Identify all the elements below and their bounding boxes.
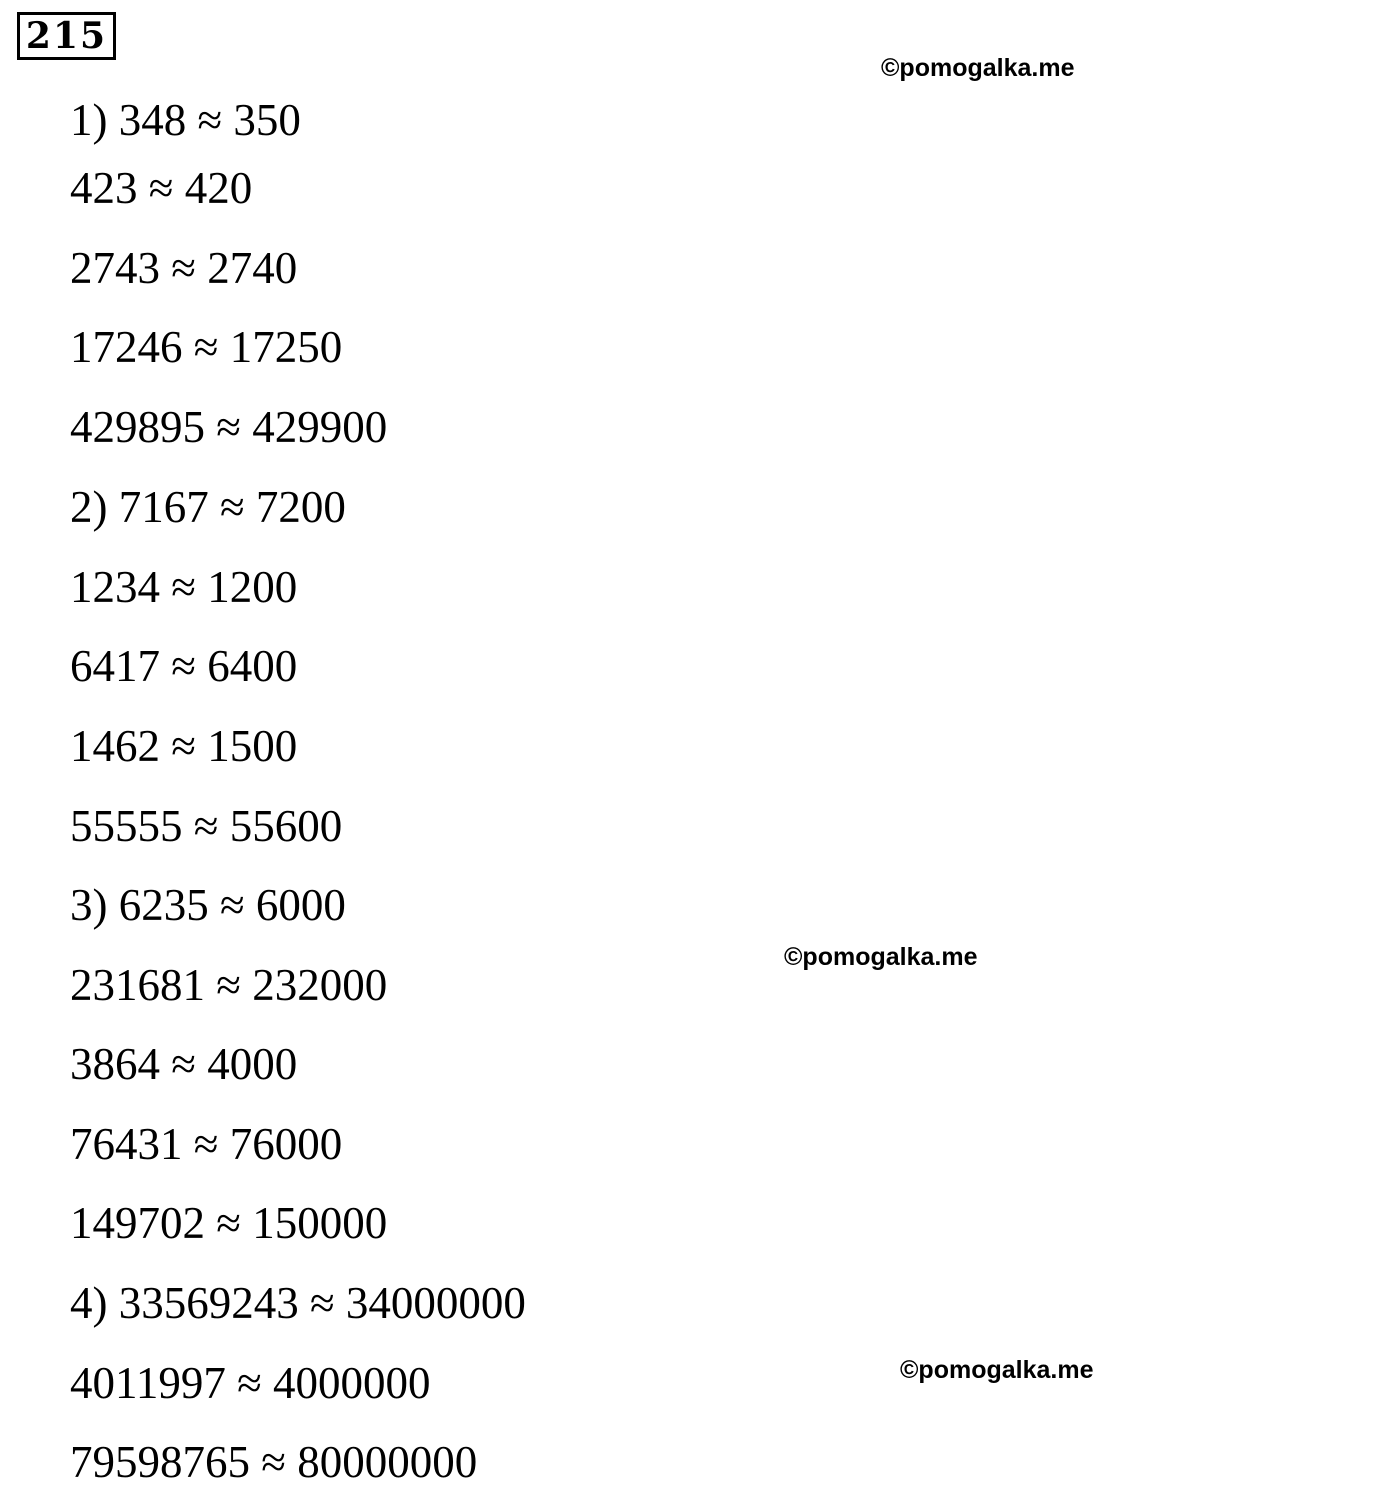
solution-line: 231681 ≈ 232000 — [70, 960, 388, 1010]
solution-line: 55555 ≈ 55600 — [70, 801, 343, 851]
solution-line: 79598765 ≈ 80000000 — [70, 1437, 478, 1487]
solution-line: 6417 ≈ 6400 — [70, 641, 298, 691]
solution-line: 76431 ≈ 76000 — [70, 1119, 343, 1169]
solution-line: 423 ≈ 420 — [70, 163, 253, 213]
watermark: ©pomogalka.me — [900, 1356, 1094, 1384]
solution-line: 4) 33569243 ≈ 34000000 — [70, 1278, 526, 1328]
solution-line: 17246 ≈ 17250 — [70, 322, 343, 372]
solution-line: 1234 ≈ 1200 — [70, 562, 298, 612]
solution-line: 2) 7167 ≈ 7200 — [70, 482, 346, 532]
problem-number: 215 — [17, 12, 116, 60]
solution-line: 3) 6235 ≈ 6000 — [70, 880, 346, 930]
solution-line: 1) 348 ≈ 350 — [70, 95, 301, 145]
solution-line: 4011997 ≈ 4000000 — [70, 1358, 431, 1408]
watermark: ©pomogalka.me — [881, 54, 1075, 82]
solution-line: 2743 ≈ 2740 — [70, 243, 298, 293]
solution-line: 429895 ≈ 429900 — [70, 402, 388, 452]
solution-line: 3864 ≈ 4000 — [70, 1039, 298, 1089]
solution-line: 149702 ≈ 150000 — [70, 1198, 388, 1248]
solution-line: 1462 ≈ 1500 — [70, 721, 298, 771]
watermark: ©pomogalka.me — [784, 943, 978, 971]
